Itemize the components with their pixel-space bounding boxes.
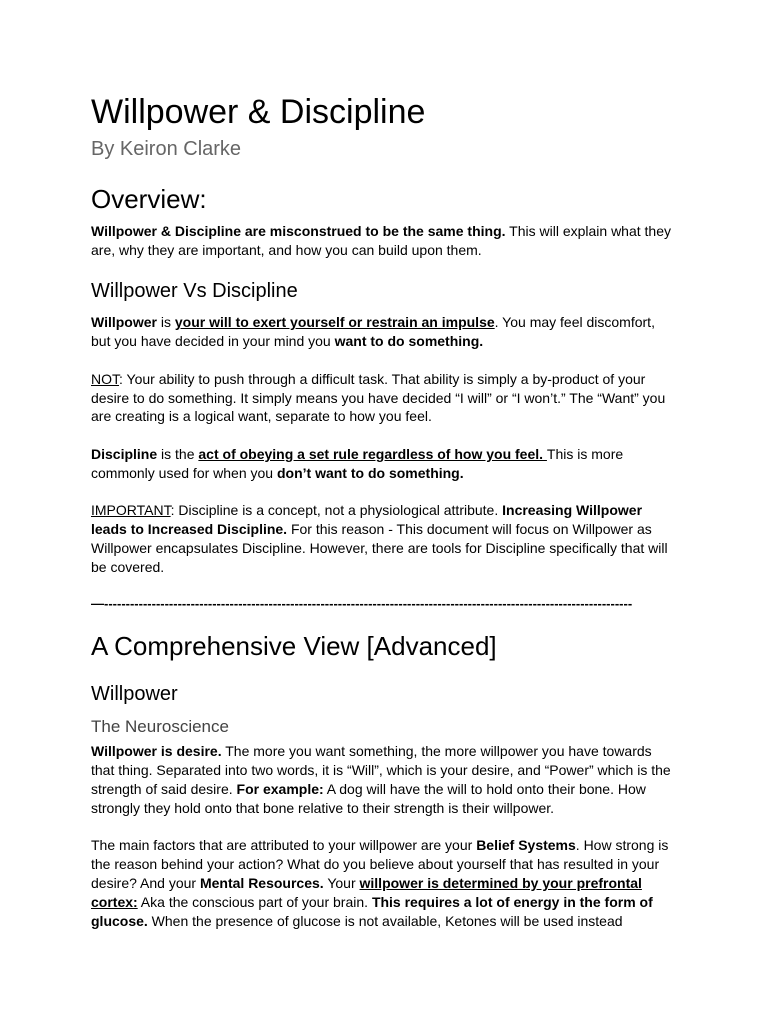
document-author: By Keiron Clarke [91, 138, 242, 160]
discipline-definition: Discipline is the act of obeying a set rule regardless of how you feel. This is more commonly used for when you don’t want to do something. [91, 445, 624, 481]
important-paragraph: IMPORTANT: Discipline is a concept, not a physiological attribute. Increasing Willpower leads to Increased Discipline. For this reason - This document will focus on Willpower as Willpower encapsulates Discipline. However, there are tools for Discipline specifically that will be covered. [91, 502, 668, 575]
willpower-definition: Willpower is your will to exert yourself or restrain an impulse. You may feel discomfort, but you have decided in your mind you want to do something. [91, 314, 655, 350]
divider-rule: —-------------------------------------------------------------------------------------------------------------------------- [91, 596, 633, 612]
neuroscience-subheading: The Neuroscience [91, 717, 229, 737]
overview-paragraph: Willpower & Discipline are misconstrued to be the same thing. This will explain what they are, why they are important, and how you can build upon them. [91, 223, 671, 258]
desire-paragraph: Willpower is desire. The more you want something, the more willpower you have towards that thing. Separated into two words, it is “Will”, which is your desire, and “Power” which is the strength of said desire. For example: A dog will have the will to hold onto their bone. How strongly they hold onto that bone relative to their strength is their willpower. [91, 743, 671, 816]
willpower-subheading: Willpower [91, 683, 178, 706]
not-paragraph: NOT: Your ability to push through a difficult task. That ability is simply a by-product of your desire to do something. It simply means you have decided “I will” or “I won’t.” The “Want” you are creating is a logical want, separate to how you feel. [91, 370, 666, 425]
factors-paragraph: The main factors that are attributed to your willpower are your Belief Systems. How strong is the reason behind your action? What do you believe about yourself that has resulted in your desire? And your Mental Resources. Your willpower is determined by your prefrontal cortex: Aka the conscious part of your brain. This requires a lot of energy in the form of glucose. When the presence of glucose is not available, Ketones will be used instead [91, 837, 669, 929]
vs-heading: Willpower Vs Discipline [91, 280, 298, 303]
document-title: Willpower & Discipline [91, 93, 426, 131]
advanced-heading: A Comprehensive View [Advanced] [91, 631, 497, 662]
overview-heading: Overview: [91, 184, 207, 214]
